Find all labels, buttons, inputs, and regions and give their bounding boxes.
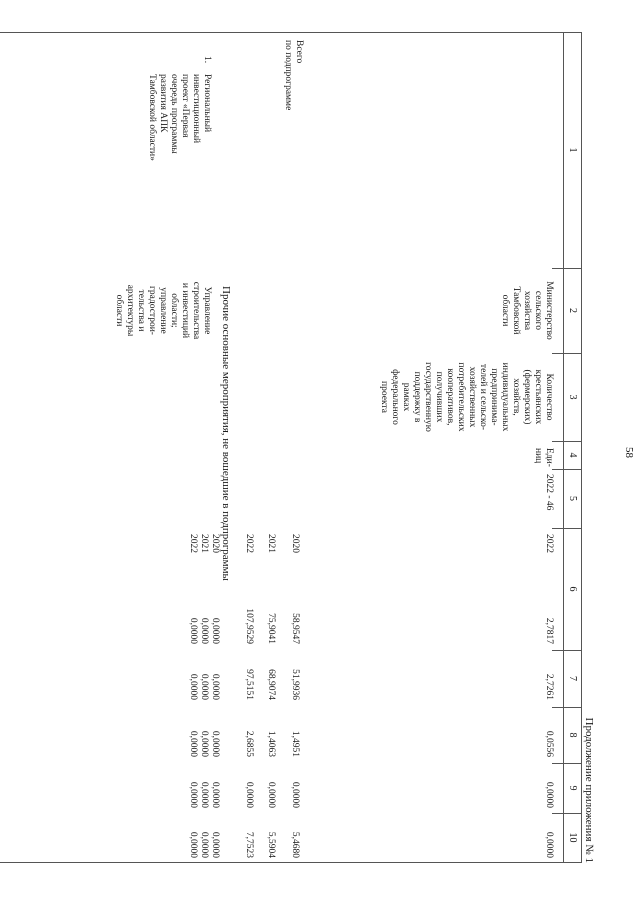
- col-2: 2: [567, 308, 578, 313]
- col-4: 4: [567, 452, 578, 458]
- item-years: 2020 2021 2022: [188, 534, 220, 553]
- ministry-name: Министерство сельского хозяйства Тамбовской области: [500, 281, 554, 340]
- item-executor: Управление строительства и инвестиций области; управление градострои- тельства и архитектуры области: [114, 281, 212, 340]
- row1-year: 2022: [544, 534, 554, 553]
- total-2022-v7: 97,5151: [244, 669, 254, 700]
- page-number: 58: [623, 447, 635, 458]
- indicator-name: Количество крестьянских (фермерских) хозяйств, индивидуальных предпринима- телей и сельско- хозяйственных потребительских кооперативов, получивших государственную поддержку в рамках федерального проекта: [379, 362, 554, 432]
- total-2020-v6: 58,9547: [290, 613, 300, 644]
- total-label: Всего по подпрограмме: [283, 40, 304, 111]
- item-v6: 0,0000 0,0000 0,0000: [188, 617, 220, 644]
- total-2020-v10: 5,4680: [290, 831, 300, 858]
- col-8: 8: [567, 732, 578, 738]
- total-2021-v9: 0,0000: [266, 781, 276, 808]
- item-number: 1.: [202, 56, 212, 64]
- continuation-note: Продолжение приложения № 1: [583, 717, 595, 863]
- col-3: 3: [567, 394, 578, 400]
- item-name: Региональный инвестиционный проект «Первая очередь программы развития АПК Тамбовской области»: [147, 74, 212, 161]
- total-year-2020: 2020: [290, 534, 300, 553]
- col-1: 1: [567, 147, 578, 153]
- total-2022-v6: 107,9529: [244, 608, 254, 644]
- period: 2022 - 46: [544, 474, 554, 511]
- col-9: 9: [567, 785, 578, 791]
- row1-v9: 0,0000: [544, 781, 554, 808]
- total-2022-v9: 0,0000: [244, 781, 254, 808]
- total-2022-v8: 2,6855: [244, 730, 254, 757]
- row1-v6: 2,7817: [544, 617, 554, 644]
- total-2020-v8: 1,4951: [290, 730, 300, 757]
- total-2021-v8: 1,4063: [266, 730, 276, 757]
- col-10: 10: [567, 832, 578, 843]
- total-2022-v10: 7,7523: [244, 831, 254, 858]
- col-6: 6: [567, 586, 578, 592]
- row1-v8: 0,0556: [544, 730, 554, 757]
- item-v8: 0,0000 0,0000 0,0000: [188, 730, 220, 757]
- total-2020-v7: 51,9936: [290, 669, 300, 700]
- total-2021-v10: 5,5904: [266, 831, 276, 858]
- total-year-2021: 2021: [266, 534, 276, 553]
- row1-v10: 0,0000: [544, 831, 554, 858]
- total-2021-v7: 68,9074: [266, 669, 276, 700]
- col-7: 7: [567, 676, 578, 681]
- total-year-2022: 2022: [244, 534, 254, 553]
- col-5: 5: [567, 496, 578, 501]
- row1-v7: 2,7261: [544, 673, 554, 700]
- total-2021-v6: 75,9041: [266, 613, 276, 644]
- item-v7: 0,0000 0,0000 0,0000: [188, 673, 220, 700]
- item-v9: 0,0000 0,0000 0,0000: [188, 781, 220, 808]
- unit: Еди- ниц: [533, 448, 554, 467]
- item-v10: 0,0000 0,0000 0,0000: [188, 831, 220, 858]
- total-2020-v9: 0,0000: [290, 781, 300, 808]
- section-heading: Прочие основные мероприятия, не вошедшие в подпрограммы: [220, 286, 232, 581]
